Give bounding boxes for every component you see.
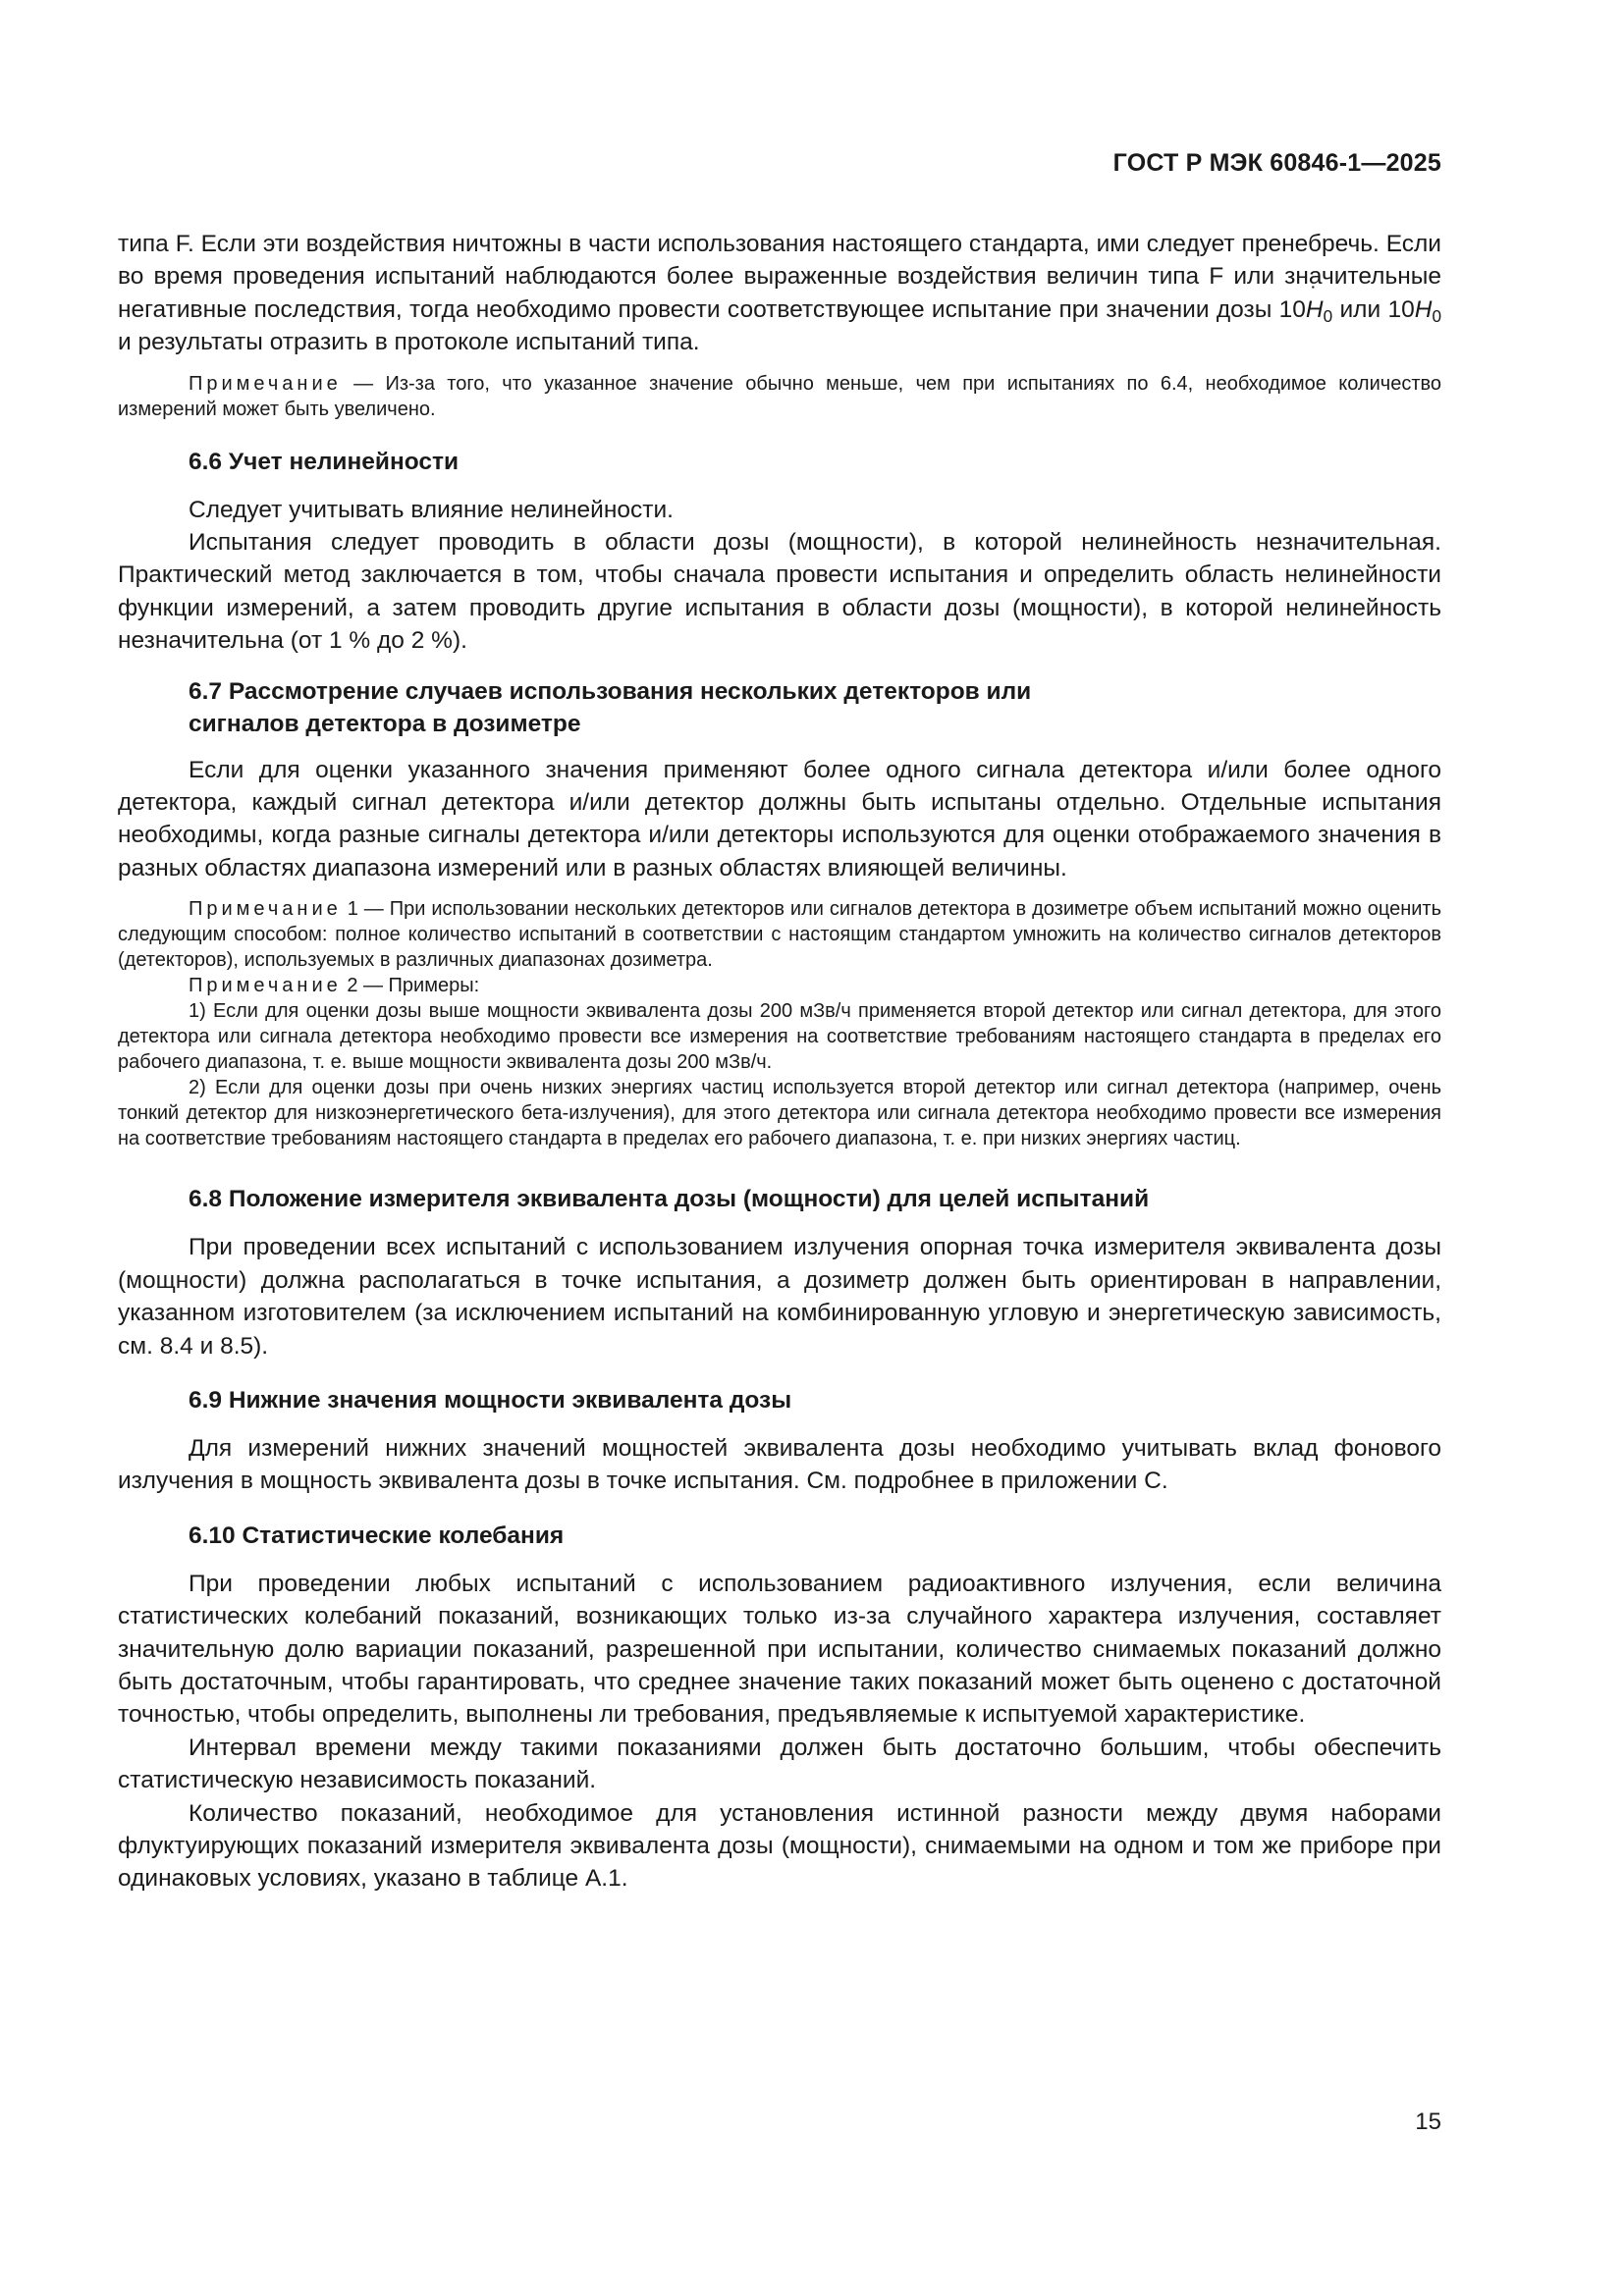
page-number: 15 bbox=[1415, 2109, 1441, 2135]
note-1-text: 1 — При использовании нескольких детекторов или сигналов детектора в дозиметре объем испытаний можно оценить следующим способом: полное количество испытаний в соответствии с настоящим стандартом умножить на количество сигналов детекторов (детекторов), используемых в различных диапазонах дозиметра. bbox=[118, 898, 1441, 972]
section-6-7-heading-line-2: сигналов детектора в дозиметре bbox=[189, 710, 581, 737]
section-6-7-paragraph-1: Если для оценки указанного значения применяют более одного сигнала детектора и/или более одного детектора, каждый сигнал детектора и/или детектор должны быть испытаны отдельно. Отдельные испытания необходимы, когда разные сигналы детектора и/или детекторы используются для оценки отображаемого значения в разных областях диапазона измерений или в разных областях влияющей величины. bbox=[118, 756, 1441, 881]
section-6-6-heading: 6.6 Учет нелинейности bbox=[189, 448, 460, 475]
page-content bbox=[118, 228, 1441, 1896]
section-6-7-heading bbox=[118, 675, 1441, 740]
section-6-7-note-2 bbox=[118, 973, 1441, 998]
section-6-10-heading: 6.10 Статистические колебания bbox=[189, 1522, 565, 1549]
intro-text-part2: и результаты отразить в протоколе испытаний типа. bbox=[118, 329, 700, 356]
dose-rate-symbol: H ˙ bbox=[1306, 294, 1324, 326]
section-6-9-heading: 6.9 Нижние значения мощности эквивалента дозы bbox=[189, 1386, 792, 1414]
section-6-10-paragraph-1: При проведении любых испытаний с использованием радиоактивного излучения, если величина статистических колебаний показаний, возникающих только из-за случайного характера излучения, составляет значительную долю вариации показаний, разрешенной при испытании, количество снимаемых показаний должно быть достаточным, чтобы гарантировать, что среднее значение таких показаний может быть оценено с достаточной точностью, чтобы определить, выполнены ли требования, предъявляемые к испытуемой характеристике. bbox=[118, 1570, 1441, 1729]
note-2-text: 2 — Примеры: bbox=[341, 975, 480, 997]
document-standard-number: ГОСТ Р МЭК 60846-1—2025 bbox=[1112, 149, 1441, 177]
section-6-7-note-1 bbox=[118, 896, 1441, 973]
intro-text-or: или 10 bbox=[1332, 295, 1415, 323]
dose-subscript: 0 bbox=[1432, 305, 1441, 326]
section-6-8-paragraph-1: При проведении всех испытаний с использованием излучения опорная точка измерителя эквивалента дозы (мощности) должна располагаться в точке испытания, а дозиметр должен быть ориентирован в направлении, указанном изготовителем (за исключением испытаний на комбинированную угловую и энергетическую зависимость, см. 8.4 и 8.5). bbox=[118, 1234, 1441, 1360]
intro-note bbox=[118, 371, 1441, 422]
note-text: — Из-за того, что указанное значение обычно меньше, чем при испытаниях по 6.4, необходимое количество измерений может быть увеличено. bbox=[118, 372, 1441, 420]
intro-text-part1: типа F. Если эти воздействия ничтожны в части использования настоящего стандарта, ими следует пренебречь. Если во время проведения испытаний наблюдаются более выраженные воздействия величин типа F или значительные негативные последствия, тогда необходимо провести соответствующее испытание при значении дозы 10 bbox=[118, 231, 1441, 323]
intro-paragraph bbox=[118, 228, 1441, 359]
note-2-label: Примечание bbox=[189, 975, 342, 997]
section-6-7-heading-line-1: 6.7 Рассмотрение случаев использования нескольких детекторов или bbox=[189, 677, 1032, 705]
note-1-label: Примечание bbox=[189, 898, 342, 921]
section-6-8-heading: 6.8 Положение измерителя эквивалента дозы (мощности) для целей испытаний bbox=[189, 1186, 1150, 1213]
section-6-10-paragraph-3: Количество показаний, необходимое для установления истинной разности между двумя наборами флуктуирующих показаний измерителя эквивалента дозы (мощности), снимаемыми на одном и том же приборе при одинаковых условиях, указано в таблице А.1. bbox=[118, 1799, 1441, 1893]
dose-rate-subscript: 0 bbox=[1323, 305, 1333, 326]
section-6-9-paragraph-1: Для измерений нижних значений мощностей эквивалента дозы необходимо учитывать вклад фонового излучения в мощность эквивалента дозы в точке испытания. См. подробнее в приложении С. bbox=[118, 1434, 1441, 1495]
note-2-example-2: 2) Если для оценки дозы при очень низких энергиях частиц используется второй детектор или сигнал детектора (например, очень тонкий детектор для низкоэнергетического бета-излучения), для этого детектора или сигнала детектора необходимо провести все измерения на соответствие требованиям настоящего стандарта в пределах его рабочего диапазона, т. е. при низких энергиях частиц. bbox=[118, 1077, 1441, 1150]
section-6-10-paragraph-2: Интервал времени между такими показаниями должен быть достаточно большим, чтобы обеспечить статистическую независимость показаний. bbox=[118, 1734, 1441, 1794]
note-2-example-1: 1) Если для оценки дозы выше мощности эквивалента дозы 200 мЗв/ч применяется второй детектор или сигнал детектора, для этого детектора или сигнала детектора необходимо провести все измерения на соответствие требованиям настоящего стандарта в пределах его рабочего диапазона, т. е. выше мощности эквивалента дозы 200 мЗв/ч. bbox=[118, 1000, 1441, 1074]
note-label: Примечание bbox=[189, 372, 342, 395]
section-6-6-paragraph-2: Испытания следует проводить в области дозы (мощности), в которой нелинейность незначительная. Практический метод заключается в том, чтобы сначала провести испытания и определить область нелинейности функции измерений, а затем проводить другие испытания в области дозы (мощности), в которой нелинейность незначительна (от 1 % до 2 %). bbox=[118, 529, 1441, 655]
section-6-6-paragraph-1: Следует учитывать влияние нелинейности. bbox=[189, 496, 674, 523]
dose-symbol: H bbox=[1414, 295, 1433, 323]
